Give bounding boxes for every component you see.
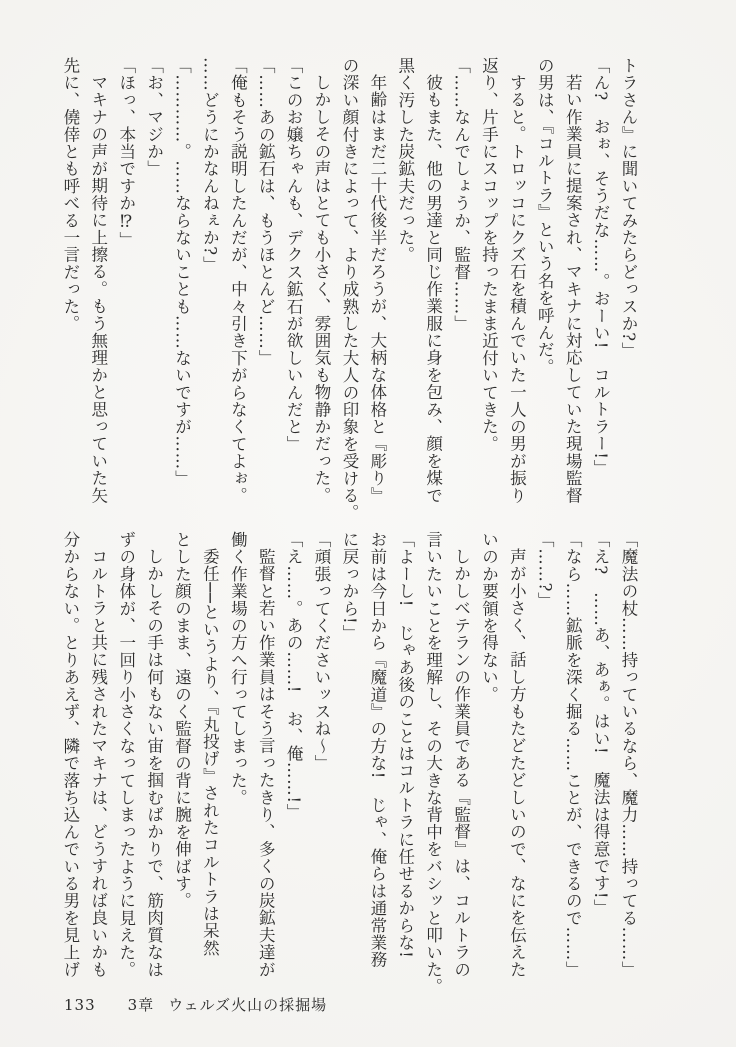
text-block-top xyxy=(56,57,642,525)
text-line: ずの身体が、一回り小さくなってしまったように見えた。 xyxy=(116,531,136,979)
text-line: 働く作業場の方へ行ってしまった。 xyxy=(228,531,248,807)
text-line: 彼もまた、他の男達と同じ作業服に身を包み、顔を煤で xyxy=(423,74,443,504)
page-footer xyxy=(64,994,327,1015)
text-line: に戻っから!」 xyxy=(339,531,359,642)
text-line: ……どうにかなんねぇか?」 xyxy=(200,57,220,273)
text-line: コルトラと共に残されたマキナは、どうすれば良いかも xyxy=(88,548,108,978)
page-number: 133 xyxy=(64,996,96,1014)
text-line: いのか要領を得ない。 xyxy=(479,531,499,703)
text-line: 「ほっ、本当ですか⁉」 xyxy=(116,57,136,249)
text-line: お前は今日から『魔道』の方な! じゃ、俺らは通常業務 xyxy=(367,531,387,969)
chapter-number: 3章 xyxy=(127,996,155,1014)
text-line: 「ん? おぉ、そうだな……。おーい! コルトラー!」 xyxy=(591,57,611,477)
text-line: 「このお嬢ちゃんも、デクス鉱石が欲しいんだと」 xyxy=(284,57,304,453)
text-line: 分からない。とりあえず、隣で落ち込んでいる男を見上げ xyxy=(60,531,80,979)
text-line: 「え? ……あ、あぁ。はい! 魔法は得意です!」 xyxy=(591,531,611,917)
text-line: 委任──というより、『丸投げ』されたコルトラは呆然 xyxy=(200,548,220,957)
text-line: 黒く汚した炭鉱夫だった。 xyxy=(395,57,415,264)
text-line: しかしその手は何もない宙を掴むばかりで、筋肉質なは xyxy=(144,548,164,978)
text-line: 返り、片手にスコップを持ったまま近付いてきた。 xyxy=(479,57,499,453)
text-line: 「頑張ってくださいッスね〜」 xyxy=(312,531,332,772)
text-line: 若い作業員に提案され、マキナに対応していた現場監督 xyxy=(563,74,583,504)
text-line: 監督と若い作業員はそう言ったきり、多くの炭鉱夫達が xyxy=(256,548,276,978)
text-line: すると。トロッコにクズ石を積んでいた一人の男が振り xyxy=(507,74,527,504)
text-line: 「……なんでしょうか、監督……」 xyxy=(451,57,471,333)
text-line: 「なら……鉱脈を深く掘る……ことが、できるので……」 xyxy=(563,531,583,979)
text-line: の深い顔付きによって、より成熟した大人の印象を受ける。 xyxy=(339,57,359,522)
text-line: しかしベテランの作業員である『監督』は、コルトラの xyxy=(451,548,471,978)
text-line: 言いたいことを理解し、その大きな背中をバシッと叩いた。 xyxy=(423,531,443,996)
text-line: 「魔法の杖……持っているなら、魔力……持ってる……」 xyxy=(619,531,638,979)
text-line: トラさん』に聞いてみたらどっスか?」 xyxy=(619,57,638,359)
text-line: 先に、僥倖とも呼べる一言だった。 xyxy=(60,57,80,333)
text-line: 「よーし! じゃあ後のことはコルトラに任せるからな! xyxy=(395,531,415,959)
text-line: 「…………。……ならないことも……ないですが……」 xyxy=(172,57,192,487)
text-line: しかしその声はとても小さく、雰囲気も物静かだった。 xyxy=(312,74,332,504)
text-line: 年齢はまだ二十代後半だろうが、大柄な体格と『彫り』 xyxy=(367,74,387,504)
text-line: 「俺もそう説明したんだが、中々引き下がらなくてよぉ。 xyxy=(228,57,248,505)
text-line: 声が小さく、話し方もたどたどしいので、なにを伝えた xyxy=(507,548,527,978)
text-line: 「……?」 xyxy=(535,531,555,610)
text-line: 「お、マジか」 xyxy=(144,57,164,178)
text-line: とした顔のまま、遠のく監督の背に腕を伸ばす。 xyxy=(172,531,192,910)
text-line: マキナの声が期待に上擦る。もう無理かと思っていた矢 xyxy=(88,74,108,504)
text-line: 「……あの鉱石は、もうほとんど……」 xyxy=(256,57,276,367)
text-line: の男は、『コルトラ』という名を呼んだ。 xyxy=(535,57,555,376)
text-line: 「え……。あの……! お、俺……!」 xyxy=(284,531,304,821)
chapter-title: ウェルズ火山の採掘場 xyxy=(168,996,328,1014)
text-block-bottom xyxy=(56,531,642,999)
